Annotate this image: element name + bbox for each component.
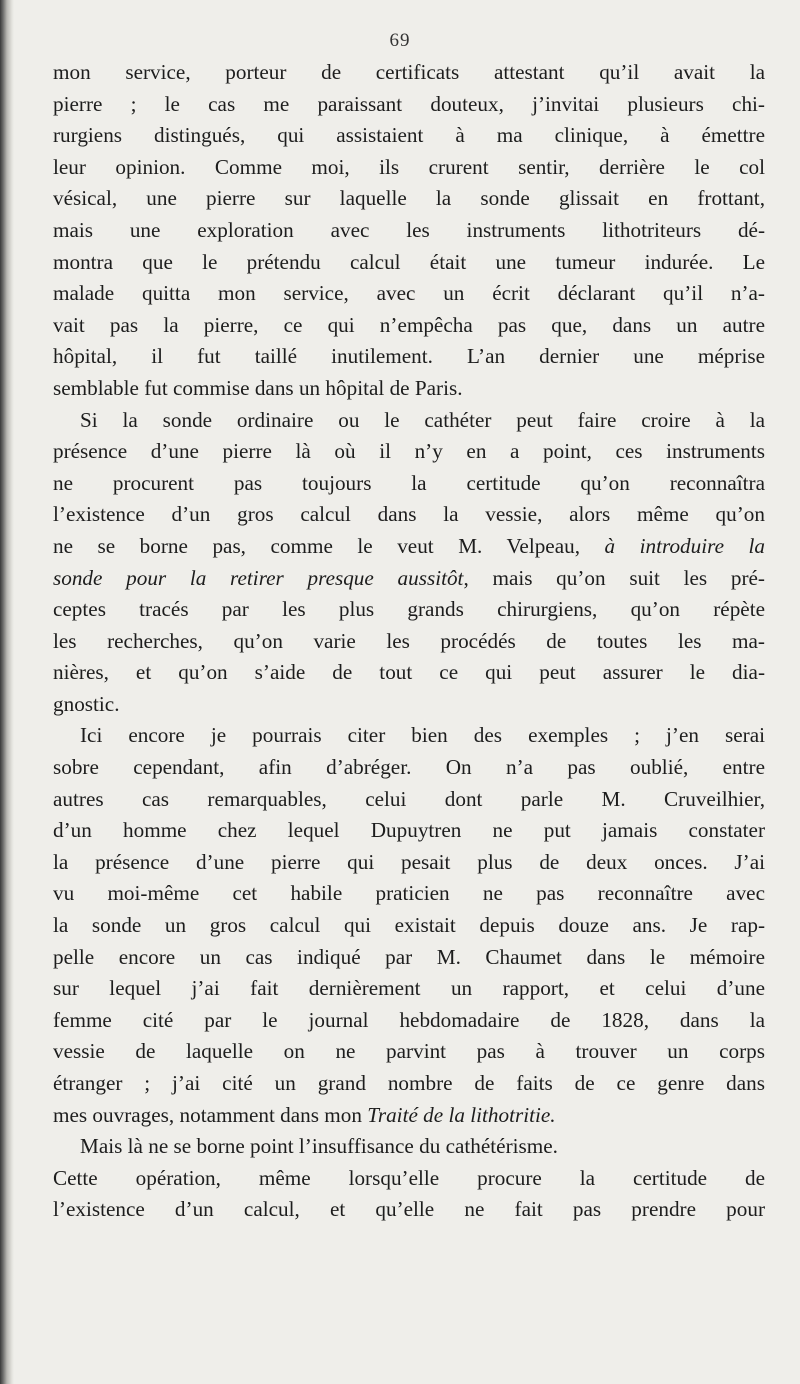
text-line	[53, 1100, 765, 1132]
page-number: 69	[389, 30, 411, 51]
text-line	[53, 942, 765, 974]
text-segment: vu moi-même cet habile praticien ne pas reconnaître avec	[53, 881, 765, 906]
text-line	[53, 373, 765, 405]
text-segment: ne procurent pas toujours la certitude qu’on reconnaîtra	[53, 470, 765, 495]
text-segment: sur lequel j’ai fait dernièrement un rapport, et celui d’une	[53, 976, 765, 1001]
text-line	[53, 152, 765, 184]
text-line	[53, 973, 765, 1005]
text-line	[53, 499, 765, 531]
text-line	[53, 657, 765, 689]
text-segment: d’un homme chez lequel Dupuytren ne put jamais constater	[53, 818, 765, 843]
text-segment: mais une exploration avec les instruments lithotriteurs dé-	[53, 217, 765, 242]
text-segment: autres cas remarquables, celui dont parle M. Cruveilhier,	[53, 786, 765, 811]
text-segment: Cette opération, même lorsqu’elle procure la certitude de	[53, 1165, 765, 1190]
italic-segment: Traité de la lithotritie.	[367, 1102, 556, 1127]
text-segment: l’existence d’un calcul, et qu’elle ne fait pas prendre pour	[53, 1197, 765, 1222]
text-line	[53, 1036, 765, 1068]
text-segment: la sonde un gros calcul qui existait depuis douze ans. Je rap-	[53, 913, 765, 938]
text-segment: Ici encore je pourrais citer bien des exemples ; j’en serai	[80, 723, 765, 748]
binding-edge	[0, 0, 14, 1384]
text-line	[53, 1131, 765, 1163]
body-text	[53, 57, 765, 1226]
text-segment: hôpital, il fut taillé inutilement. L’an dernier une méprise	[53, 344, 765, 369]
text-line	[53, 594, 765, 626]
text-line	[53, 341, 765, 373]
text-segment: gnostic.	[53, 691, 120, 716]
text-segment: vait pas la pierre, ce qui n’empêcha pas que, dans un autre	[53, 312, 765, 337]
text-segment: vessie de laquelle on ne parvint pas à trouver un corps	[53, 1039, 765, 1064]
text-segment: montra que le prétendu calcul était une tumeur indurée. Le	[53, 249, 765, 274]
text-segment: leur opinion. Comme moi, ils crurent sentir, derrière le col	[53, 154, 765, 179]
italic-segment: sonde pour la retirer presque aussitôt	[53, 565, 464, 590]
text-line	[53, 57, 765, 89]
text-segment: semblable fut commise dans un hôpital de Paris.	[53, 375, 463, 400]
text-line	[53, 89, 765, 121]
text-line	[53, 815, 765, 847]
text-line	[53, 910, 765, 942]
text-line	[53, 436, 765, 468]
text-line	[53, 847, 765, 879]
text-segment: Mais là ne se borne point l’insuffisance du cathétérisme.	[80, 1134, 558, 1159]
text-line	[53, 1194, 765, 1226]
text-segment: ne se borne pas, comme le veut M. Velpeau,	[53, 533, 605, 558]
text-line	[53, 183, 765, 215]
text-line	[53, 1163, 765, 1195]
text-segment: les recherches, qu’on varie les procédés de toutes les ma-	[53, 628, 765, 653]
text-segment: , mais qu’on suit les pré-	[463, 565, 765, 590]
text-segment: vésical, une pierre sur laquelle la sonde glissait en frottant,	[53, 186, 765, 211]
text-line	[53, 531, 765, 563]
text-line	[53, 878, 765, 910]
text-segment: la présence d’une pierre qui pesait plus de deux onces. J’ai	[53, 849, 765, 874]
text-line	[53, 468, 765, 500]
text-segment: présence d’une pierre là où il n’y en a point, ces instruments	[53, 439, 765, 464]
text-line	[53, 1068, 765, 1100]
text-segment: pierre ; le cas me paraissant douteux, j’invitai plusieurs chi-	[53, 91, 765, 116]
text-line	[53, 278, 765, 310]
text-segment: sobre cependant, afin d’abréger. On n’a pas oublié, entre	[53, 755, 765, 780]
text-segment: Si la sonde ordinaire ou le cathéter peut faire croire à la	[80, 407, 765, 432]
text-line	[53, 120, 765, 152]
text-segment: mon service, porteur de certificats attestant qu’il avait la	[53, 60, 765, 84]
text-segment: l’existence d’un gros calcul dans la vessie, alors même qu’on	[53, 502, 765, 527]
text-line	[53, 752, 765, 784]
text-segment: ceptes tracés par les plus grands chirurgiens, qu’on répète	[53, 597, 765, 622]
text-line	[53, 215, 765, 247]
italic-segment: à introduire la	[604, 533, 765, 558]
text-line	[53, 720, 765, 752]
text-segment: pelle encore un cas indiqué par M. Chaumet dans le mémoire	[53, 944, 765, 969]
text-segment: étranger ; j’ai cité un grand nombre de faits de ce genre dans	[53, 1071, 765, 1095]
text-line	[53, 310, 765, 342]
text-line	[53, 784, 765, 816]
text-line	[53, 405, 765, 437]
text-line	[53, 689, 765, 721]
text-line	[53, 626, 765, 658]
text-segment: malade quitta mon service, avec un écrit déclarant qu’il n’a-	[53, 281, 765, 306]
text-line	[53, 1005, 765, 1037]
text-segment: femme cité par le journal hebdomadaire de 1828, dans la	[53, 1007, 765, 1032]
text-segment: nières, et qu’on s’aide de tout ce qui peut assurer le dia-	[53, 660, 765, 685]
text-segment: rurgiens distingués, qui assistaient à ma clinique, à émettre	[53, 123, 765, 148]
text-segment: mes ouvrages, notamment dans mon	[53, 1102, 368, 1127]
text-line	[53, 247, 765, 279]
text-line	[53, 563, 765, 595]
